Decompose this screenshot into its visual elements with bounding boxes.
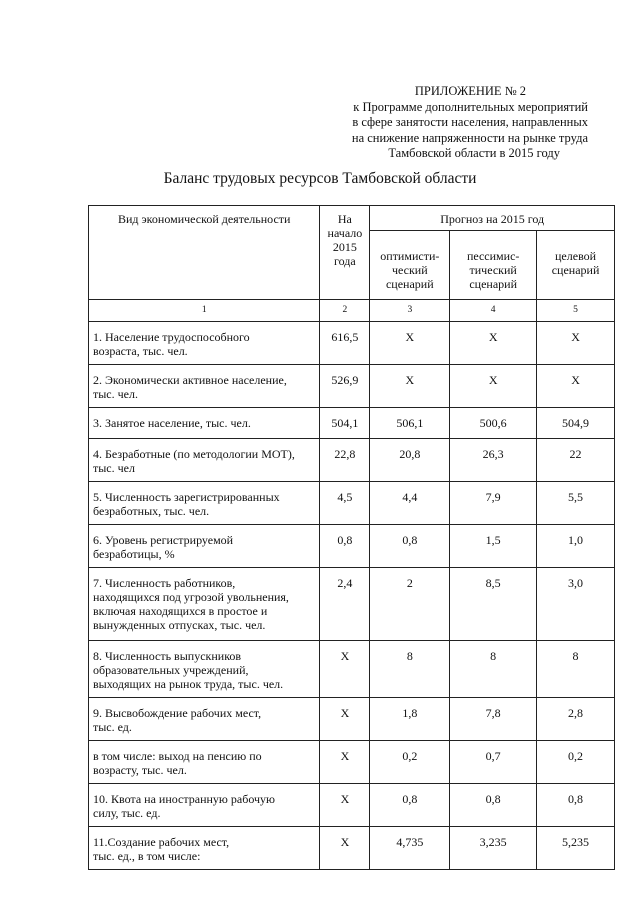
table-row [89, 568, 615, 641]
column-number: 5 [537, 300, 615, 322]
pessimistic-value: 8 [450, 641, 537, 698]
row-label [89, 322, 320, 365]
row-label [89, 568, 320, 641]
target-value: 0,2 [537, 741, 615, 784]
pessimistic-value: 1,5 [450, 525, 537, 568]
pessimistic-value: 0,8 [450, 784, 537, 827]
pessimistic-value: Х [450, 322, 537, 365]
table-row [89, 482, 615, 525]
row-label [89, 741, 320, 784]
target-value: 5,235 [537, 827, 615, 870]
table-row [89, 525, 615, 568]
row-label-line: образовательных учреждений, [93, 663, 249, 677]
column-number: 4 [450, 300, 537, 322]
pessimistic-value: 0,7 [450, 741, 537, 784]
start-year-value: 0,8 [320, 525, 370, 568]
row-label [89, 641, 320, 698]
pessimistic-value: 3,235 [450, 827, 537, 870]
column-number: 3 [370, 300, 450, 322]
header-start-year: На начало 2015 года [320, 206, 370, 300]
table-row [89, 698, 615, 741]
row-label-line: безработицы, % [93, 547, 175, 561]
row-label-line: тыс. чел. [93, 387, 138, 401]
optimistic-value: 20,8 [370, 439, 450, 482]
start-year-value: Х [320, 741, 370, 784]
table-row [89, 439, 615, 482]
row-label-line: вынужденных отпусках, тыс. чел. [93, 618, 266, 632]
target-value: 1,0 [537, 525, 615, 568]
column-number: 2 [320, 300, 370, 322]
row-label-line: тыс. чел [93, 461, 135, 475]
row-label-line: безработных, тыс. чел. [93, 504, 210, 518]
start-year-value: Х [320, 641, 370, 698]
target-value: 0,8 [537, 784, 615, 827]
row-label [89, 698, 320, 741]
optimistic-value: 0,2 [370, 741, 450, 784]
row-label-line: 9. Высвобождение рабочих мест, [93, 706, 262, 720]
document-title: Баланс трудовых ресурсов Тамбовской области [163, 170, 477, 187]
start-year-value: 616,5 [320, 322, 370, 365]
row-label-line: 8. Численность выпускников [93, 649, 242, 663]
row-label [89, 827, 320, 870]
row-label-line: 2. Экономически активное население, [93, 373, 287, 387]
table-row [89, 641, 615, 698]
header-activity: Вид экономической деятельности [89, 206, 320, 300]
optimistic-value: 506,1 [370, 408, 450, 439]
optimistic-value: 8 [370, 641, 450, 698]
start-year-value: Х [320, 827, 370, 870]
start-year-value: Х [320, 784, 370, 827]
header-optimistic: оптимисти- ческий сценарий [370, 231, 450, 300]
header-forecast: Прогноз на 2015 год [370, 206, 615, 231]
row-label-line: силу, тыс. ед. [93, 806, 161, 820]
optimistic-value: Х [370, 322, 450, 365]
table-row [89, 741, 615, 784]
start-year-value: 526,9 [320, 365, 370, 408]
row-label-line: 10. Квота на иностранную рабочую [93, 792, 276, 806]
target-value: Х [537, 322, 615, 365]
pessimistic-value: 26,3 [450, 439, 537, 482]
row-label [89, 439, 320, 482]
row-label [89, 365, 320, 408]
pessimistic-value: 500,6 [450, 408, 537, 439]
optimistic-value: Х [370, 365, 450, 408]
target-value: 8 [537, 641, 615, 698]
row-label-line: 5. Численность зарегистрированных [93, 490, 280, 504]
labor-balance-table [88, 205, 615, 870]
appendix-line: Тамбовской области в 2015 году [388, 146, 560, 160]
appendix-line: к Программе дополнительных мероприятий [353, 99, 588, 114]
row-label-line: возрасту, тыс. чел. [93, 763, 187, 777]
column-number-row [89, 300, 615, 322]
table-row [89, 365, 615, 408]
row-label [89, 784, 320, 827]
start-year-value: 4,5 [320, 482, 370, 525]
row-label [89, 408, 320, 439]
row-label-line: выходящих на рынок труда, тыс. чел. [93, 677, 284, 691]
row-label-line: 6. Уровень регистрируемой [93, 533, 234, 547]
appendix-line: на снижение напряженности на рынке труда [351, 130, 588, 145]
target-value: 504,9 [537, 408, 615, 439]
optimistic-value: 4,4 [370, 482, 450, 525]
pessimistic-value: Х [450, 365, 537, 408]
row-label-line: тыс. ед., в том числе: [93, 849, 201, 863]
row-label [89, 482, 320, 525]
table-row [89, 408, 615, 439]
start-year-value: Х [320, 698, 370, 741]
start-year-value: 22,8 [320, 439, 370, 482]
row-label-line: возраста, тыс. чел. [93, 344, 188, 358]
appendix-block [352, 84, 588, 162]
row-label-line: 7. Численность работников, [93, 576, 236, 590]
optimistic-value: 4,735 [370, 827, 450, 870]
table-row [89, 784, 615, 827]
start-year-value: 2,4 [320, 568, 370, 641]
row-label-line: в том числе: выход на пенсию по [93, 749, 262, 763]
row-label [89, 525, 320, 568]
row-label-line: тыс. ед. [93, 720, 132, 734]
row-label-line: 1. Население трудоспособного [93, 330, 250, 344]
row-label-line: находящихся под угрозой увольнения, [93, 590, 289, 604]
appendix-title: ПРИЛОЖЕНИЕ № 2 [414, 84, 526, 98]
optimistic-value: 0,8 [370, 525, 450, 568]
target-value: 22 [537, 439, 615, 482]
row-label-line: 11.Создание рабочих мест, [93, 835, 230, 849]
optimistic-value: 2 [370, 568, 450, 641]
pessimistic-value: 8,5 [450, 568, 537, 641]
header-pessimistic: пессимис- тический сценарий [450, 231, 537, 300]
row-label-line: 3. Занятое население, тыс. чел. [93, 416, 251, 430]
column-number: 1 [89, 300, 320, 322]
start-year-value: 504,1 [320, 408, 370, 439]
target-value: 3,0 [537, 568, 615, 641]
table-row [89, 322, 615, 365]
row-label-line: 4. Безработные (по методологии МОТ), [93, 447, 295, 461]
optimistic-value: 0,8 [370, 784, 450, 827]
target-value: 2,8 [537, 698, 615, 741]
target-value: 5,5 [537, 482, 615, 525]
pessimistic-value: 7,9 [450, 482, 537, 525]
header-target: целевой сценарий [537, 231, 615, 300]
row-label-line: включая находящихся в простое и [93, 604, 268, 618]
appendix-line: в сфере занятости населения, направленных [352, 115, 588, 129]
optimistic-value: 1,8 [370, 698, 450, 741]
pessimistic-value: 7,8 [450, 698, 537, 741]
target-value: Х [537, 365, 615, 408]
table-row [89, 827, 615, 870]
